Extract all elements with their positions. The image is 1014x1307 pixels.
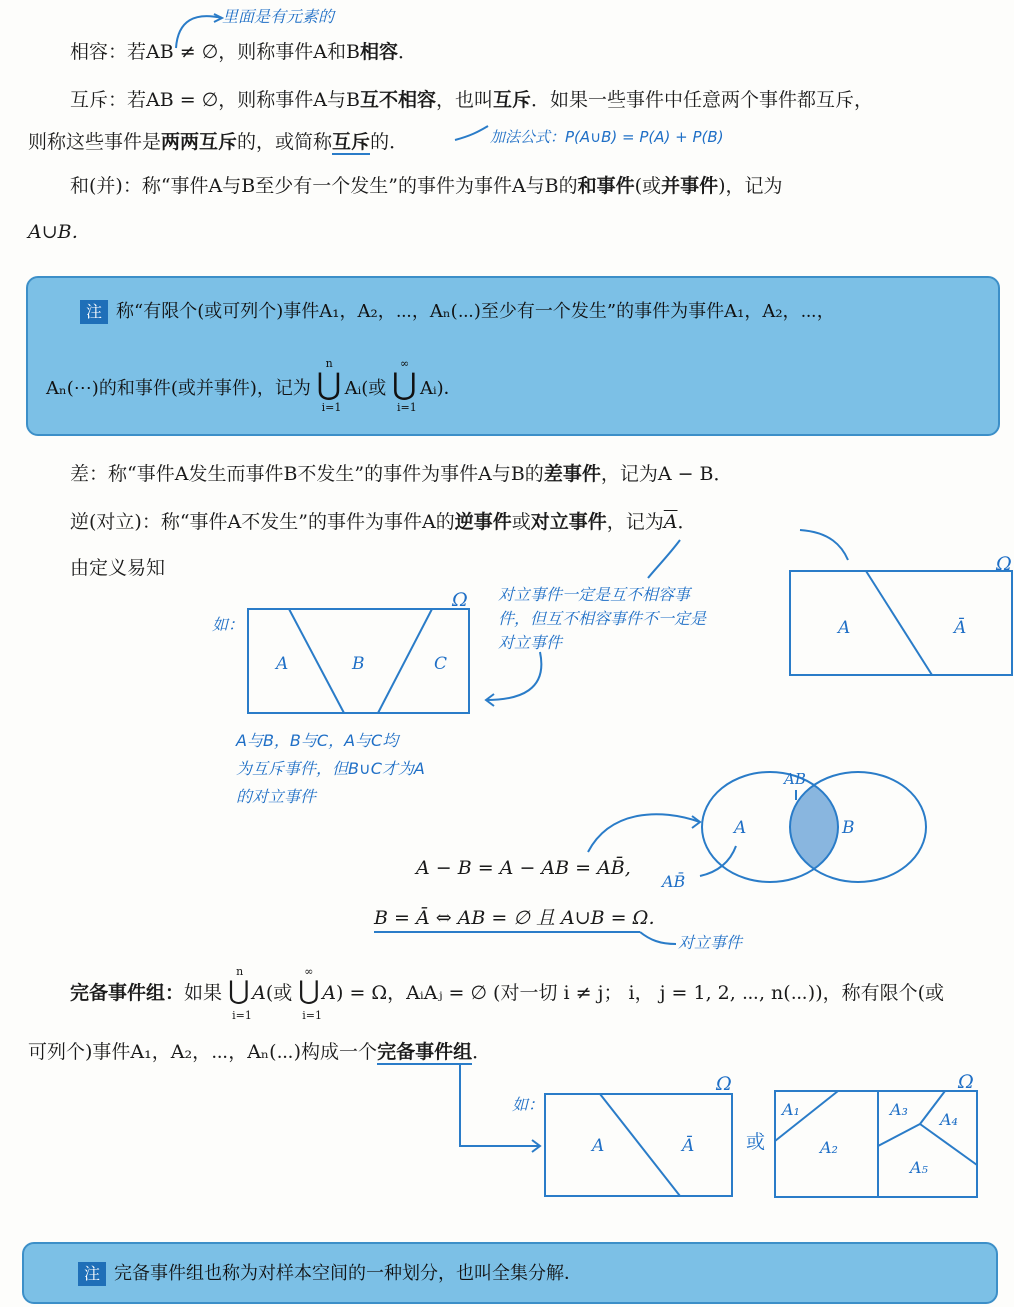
complete-label-a2: A₂ — [820, 1138, 838, 1157]
union-text-c: )，记为 — [718, 175, 783, 197]
diff-text-a: 称“事件A发生而事件B不发生”的事件为事件A与B的 — [108, 463, 544, 485]
or-label: 或 — [746, 1131, 766, 1153]
example-label: 如： — [212, 615, 245, 634]
venn-label-a: A — [734, 818, 747, 838]
exclusive-line2-c: 的． — [370, 131, 409, 153]
inverse-label: 逆(对立)： — [70, 511, 161, 533]
opposite-label: 对立事件 — [678, 933, 743, 952]
abar-rect — [790, 571, 1012, 675]
complete-label-a: A — [592, 1136, 605, 1156]
complete-line-1 — [600, 1094, 680, 1196]
equation-1: A − B = A − AB = AB̄, — [416, 857, 631, 879]
inverse-end: ． — [677, 511, 697, 533]
abc-label-b: B — [352, 654, 365, 674]
complete-text-c: (或 — [265, 982, 293, 1004]
note2-line — [78, 1262, 582, 1286]
inverse-text-b: 或 — [511, 511, 531, 533]
complete-label: 完备事件组： — [70, 982, 185, 1004]
abc-label-a: A — [276, 654, 289, 674]
exclusive-text-a: 若AB = ∅，则称事件A与B — [127, 89, 360, 111]
omega-complete-2: Ω — [958, 1071, 974, 1093]
omega-abc: Ω — [452, 589, 468, 611]
inverse-text-a: 称“事件A不发生”的事件为事件A的 — [160, 511, 455, 533]
big-union-1-symbol: ⋃ — [316, 367, 342, 402]
big-union-4-symbol: ⋃ — [298, 976, 320, 1006]
venn-label-abbar: AB̄ — [662, 872, 686, 891]
complete-label-a5: A₅ — [910, 1158, 928, 1177]
abar-line — [866, 571, 932, 675]
complete-line-1 — [70, 965, 945, 1022]
venn-intersection — [790, 785, 838, 869]
compatible-label: 相容： — [70, 41, 128, 63]
compatible-bold: 相容 — [359, 41, 398, 63]
complete-rect-1 — [545, 1094, 732, 1196]
inverse-symbol: $\overline{A}$ — [663, 511, 678, 533]
big-union-4 — [298, 965, 323, 1022]
exclusive-text-c: ．如果一些事件中任意两个事件都互斥， — [530, 89, 873, 111]
complete-label-a3: A₃ — [890, 1100, 908, 1119]
big-union-3-bottom: i=1 — [232, 1009, 252, 1022]
complete-line2-end: ． — [472, 1041, 492, 1063]
exclusive-text-b: ，也叫 — [435, 89, 493, 111]
note2-text: 完备事件组也称为对样本空间的一种划分，也叫全集分解． — [114, 1263, 583, 1284]
inverse-bold-b: 对立事件 — [530, 511, 607, 533]
note-badge-1: 注 — [80, 300, 108, 324]
complete-line2-bold: 完备事件组 — [377, 1041, 473, 1063]
complete-text-e: ) = Ω，AᵢAⱼ = ∅ (对一切 i ≠ j； i， j = 1, 2, ⋯, n(⋯))，称有限个(或 — [336, 982, 945, 1004]
complete-label-a1: A₁ — [782, 1100, 800, 1119]
exclusive-line2-b: 的，或简称 — [237, 131, 333, 153]
big-union-3-symbol: ⋃ — [228, 976, 250, 1006]
union-line-2: A∪B． — [28, 221, 91, 243]
arrow-abc — [486, 652, 541, 700]
complete-line2-a: 可列个)事件A₁，A₂，⋯，Aₙ(⋯)构成一个 — [28, 1041, 378, 1063]
annotation-formula: 加法公式：P(A∪B) = P(A) + P(B) — [490, 128, 724, 146]
abc-note-3: 的对立事件 — [236, 787, 317, 806]
big-union-3-top: n — [236, 965, 244, 978]
complete-text-a: 如果 — [184, 982, 223, 1004]
exclusive-label: 互斥： — [70, 89, 128, 111]
union-text-b: (或 — [634, 175, 662, 197]
big-union-1-top: n — [325, 357, 333, 370]
big-union-3 — [228, 965, 252, 1022]
note-box-2 — [22, 1242, 998, 1304]
compatible-line: 相容：若AB ≠ ∅，则称事件A和B相容． — [70, 41, 417, 63]
opposite-note-2: 件，但互不相容事件不一定是 — [498, 609, 707, 628]
example-label-2: 如： — [512, 1095, 545, 1114]
exclusive-line2-a: 则称这些事件是 — [28, 131, 162, 153]
big-union-2-symbol: ⋃ — [392, 367, 417, 402]
complete-text-b: A — [252, 982, 266, 1004]
note1-line1-text: 称“有限个(或可列个)事件A₁，A₂，⋯，Aₙ(⋯)至少有一个发生”的事件为事件A₁，A₂，⋯， — [116, 301, 835, 322]
arrow-opposite — [640, 932, 676, 944]
arrow-abar — [800, 530, 848, 560]
abar-label-abar: Ā — [954, 618, 967, 638]
union-bold-b: 并事件 — [661, 175, 719, 197]
complete-line-2 — [28, 1040, 491, 1064]
omega-complete-1: Ω — [716, 1073, 732, 1095]
opposite-note-3: 对立事件 — [498, 633, 563, 652]
arrow-note — [648, 540, 680, 578]
abc-note-1: A与B，B与C，A与C均 — [236, 731, 399, 750]
abar-label-a: A — [838, 618, 851, 638]
note1-line2-b: Aᵢ(或 — [344, 378, 387, 399]
exclusive-bold-a: 互不相容 — [359, 89, 436, 111]
big-union-2-bottom: i=1 — [397, 401, 417, 414]
venn-label-b: B — [842, 818, 855, 838]
arrow-venn-head — [692, 816, 700, 828]
arrow-formula — [455, 126, 488, 140]
union-label: 和(并)： — [70, 175, 142, 197]
compatible-text: 若AB ≠ ∅，则称事件A和B — [127, 41, 360, 63]
note1-line2-a: Aₙ(⋯)的和事件(或并事件)，记为 — [46, 378, 311, 399]
annotation-top: 里面是有元素的 — [222, 7, 335, 26]
exclusive-line2-bold: 两两互斥 — [161, 131, 238, 153]
from-definition: 由定义易知 — [70, 557, 166, 579]
union-bold-a: 和事件 — [577, 175, 635, 197]
abc-line-1 — [289, 609, 344, 713]
diff-text-b: ，记为A − B． — [600, 463, 733, 485]
big-union-4-bottom: i=1 — [302, 1009, 323, 1022]
note1-line2-c: Aᵢ)． — [420, 378, 462, 399]
equation-2: B = Ā ⇔ AB = ∅ 且 A∪B = Ω． — [374, 907, 668, 929]
diff-label: 差： — [70, 463, 109, 485]
inverse-bold-a: 逆事件 — [454, 511, 512, 533]
exclusive-bold-b: 互斥 — [492, 89, 531, 111]
complete-line-a3 — [878, 1124, 920, 1146]
complete-text-d: A — [322, 982, 337, 1004]
inverse-text-c: ，记为 — [606, 511, 664, 533]
diff-bold: 差事件 — [543, 463, 601, 485]
abc-label-c: C — [434, 654, 448, 674]
big-union-2-top: ∞ — [400, 357, 410, 370]
abc-line-2 — [378, 609, 432, 713]
omega-abar: Ω — [996, 553, 1012, 575]
opposite-note-1: 对立事件一定是互不相容事 — [498, 585, 691, 604]
union-text-a: 称“事件A与B至少有一个发生”的事件为事件A与B的 — [141, 175, 578, 197]
complete-label-a4: A₄ — [940, 1110, 958, 1129]
exclusive-line2-ul: 互斥 — [332, 131, 371, 153]
arrow-venn — [588, 814, 700, 852]
note-badge-2: 注 — [78, 1262, 106, 1286]
complete-label-abar: Ā — [682, 1136, 695, 1156]
big-union-1-bottom: i=1 — [321, 401, 342, 414]
venn-label-ab: AB — [784, 770, 806, 788]
big-union-4-top: ∞ — [304, 965, 314, 978]
abc-note-2: 为互斥事件，但B∪C才为A — [236, 759, 425, 778]
